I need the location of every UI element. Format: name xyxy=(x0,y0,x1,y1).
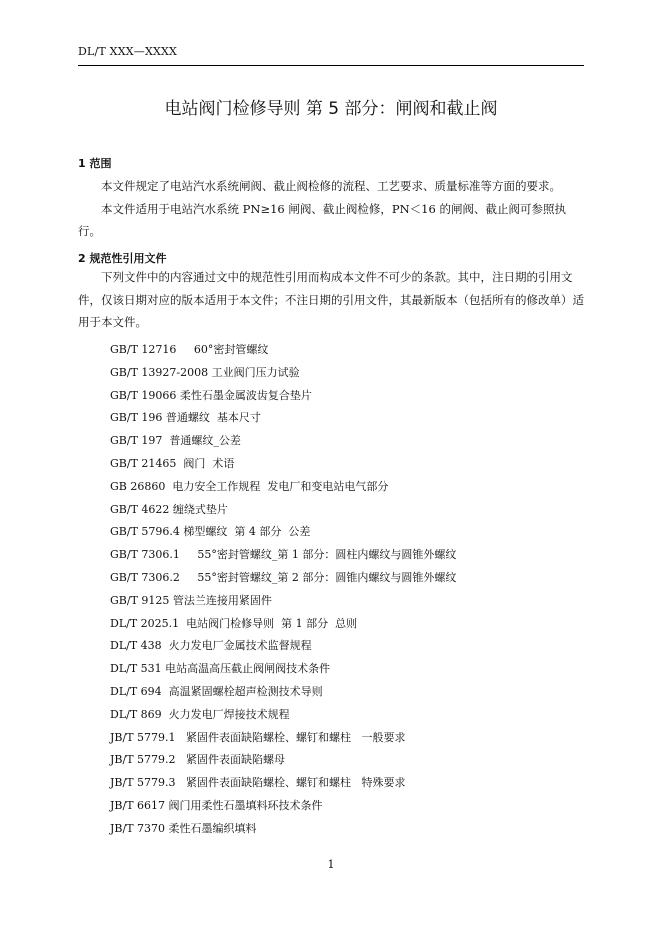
reference-list xyxy=(110,339,456,841)
scope-paragraph-1: 本文件规定了电站汽水系统闸阀、截止阀检修的流程、工艺要求、质量标准等方面的要求。 xyxy=(101,179,561,193)
reference-item: GB/T 7306.2 55°密封管螺纹_第 2 部分：圆锥内螺纹与圆锥外螺纹 xyxy=(110,570,457,584)
reference-item: DL/T 694 高温紧固螺栓超声检测技术导则 xyxy=(110,684,323,698)
reference-item: GB/T 12716 60°密封管螺纹 xyxy=(110,343,269,356)
reference-item: GB/T 196 普通螺纹 基本尺寸 xyxy=(110,411,261,425)
reference-item: DL/T 869 火力发电厂焊接技术规程 xyxy=(110,707,290,721)
reference-item: JB/T 6617 阀门用柔性石墨填料环技术条件 xyxy=(110,798,323,812)
reference-item: GB 26860 电力安全工作规程 发电厂和变电站电气部分 xyxy=(110,479,389,493)
reference-item: JB/T 5779.1 紧固件表面缺陷螺栓、螺钉和螺柱 一般要求 xyxy=(110,730,406,744)
document-code: DL/T XXX—XXXX xyxy=(78,45,178,58)
reference-item: GB/T 5796.4 梯型螺纹 第 4 部分 公差 xyxy=(110,525,311,539)
reference-item: DL/T 531 电站高温高压截止阀闸阀技术条件 xyxy=(110,662,331,676)
references-intro-paragraph: 下列文件中的内容通过文中的规范性引用而构成本文件不可少的条款。其中，注日期的引用文件，仅该日期对应的版本适用于本文件；不注日期的引用文件，其最新版本（包括所有的修改单）适用于本文件。 xyxy=(78,270,584,329)
section-heading-normative-references: 2 规范性引用文件 xyxy=(78,252,167,265)
reference-item: JB/T 7370 柔性石墨编织填料 xyxy=(110,821,257,835)
reference-item: DL/T 2025.1 电站阀门检修导则 第 1 部分 总则 xyxy=(110,616,358,630)
reference-item: DL/T 438 火力发电厂金属技术监督规程 xyxy=(110,639,312,653)
reference-item: GB/T 4622 缠绕式垫片 xyxy=(110,502,228,516)
reference-item: GB/T 13927-2008 工业阀门压力试验 xyxy=(110,365,300,379)
header-divider xyxy=(78,65,584,66)
reference-item: GB/T 9125 管法兰连接用紧固件 xyxy=(110,593,272,607)
reference-item: GB/T 21465 阀门 术语 xyxy=(110,456,235,470)
reference-item: JB/T 5779.2 紧固件表面缺陷螺母 xyxy=(110,753,286,767)
reference-item: GB/T 19066 柔性石墨金属波齿复合垫片 xyxy=(110,388,312,402)
section-heading-scope: 1 范围 xyxy=(78,157,112,170)
reference-item: GB/T 7306.1 55°密封管螺纹_第 1 部分：圆柱内螺纹与圆锥外螺纹 xyxy=(110,548,457,562)
scope-paragraph-2: 本文件适用于电站汽水系统 PN≥16 闸阀、截止阀检修，PN＜16 的闸阀、截止阀可参照执行。 xyxy=(78,201,566,238)
reference-item: JB/T 5779.3 紧固件表面缺陷螺栓、螺钉和螺柱 特殊要求 xyxy=(110,776,406,790)
document-title: 电站阀门检修导则 第 5 部分：闸阀和截止阀 xyxy=(164,99,498,119)
reference-item: GB/T 197 普通螺纹_公差 xyxy=(110,434,241,448)
page-number: 1 xyxy=(327,858,335,871)
